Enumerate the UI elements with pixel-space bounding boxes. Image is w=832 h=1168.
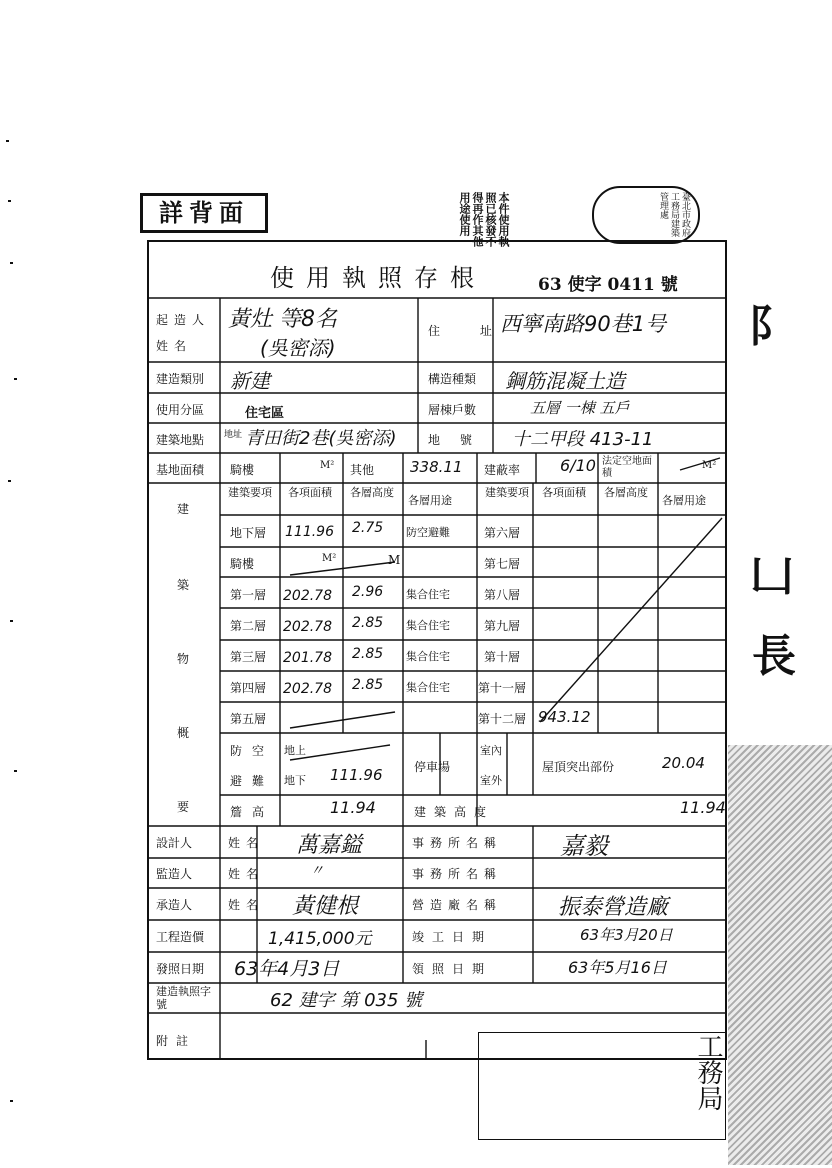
right-row-label: 第十層 <box>484 650 521 664</box>
row-use: 集合住宅 <box>406 681 450 694</box>
row-height: 2.85 <box>352 646 384 662</box>
zone-value: 住宅區 <box>245 406 285 421</box>
coverage-value: 6/10 <box>560 456 596 475</box>
receive-label: 領照日期 <box>412 962 493 976</box>
indoor-label: 室內 <box>480 744 502 757</box>
floors-label: 層棟戶數 <box>428 403 477 417</box>
name-label: 姓名 <box>228 836 265 850</box>
above-label: 地上 <box>284 744 306 757</box>
row-use: 集合住宅 <box>406 588 450 601</box>
finish-date: 63年3月20日 <box>580 926 673 944</box>
row-label: 第三層 <box>230 650 267 664</box>
back-detail-stamp: 詳背面 <box>140 193 268 233</box>
head-area: 各項面積 <box>288 486 332 499</box>
speck <box>10 1100 13 1102</box>
right-row-label: 第八層 <box>484 588 521 602</box>
roof-label: 屋頂突出部份 <box>542 760 615 774</box>
right-row-label: 第九層 <box>484 619 521 633</box>
structure-value: 鋼筋混凝土造 <box>505 369 625 393</box>
issue-date: 63年4月3日 <box>234 958 340 980</box>
row-height: 2.75 <box>352 520 384 536</box>
row-label: 第二層 <box>230 619 267 633</box>
side-char-4: 概 <box>177 726 190 740</box>
row-use: 集合住宅 <box>406 650 450 663</box>
corner-stamp: 工務局 <box>478 1032 726 1140</box>
designer-name: 萬嘉鎰 <box>296 833 363 858</box>
head-use-r: 各層用途 <box>662 494 706 507</box>
right-row-label: 第六層 <box>484 526 521 540</box>
speck <box>14 378 17 380</box>
scan-smudge <box>728 745 832 1165</box>
oval-seal: 臺北市政府工務局建築管理處 <box>592 186 700 244</box>
supervisor-name: 〃 <box>310 863 324 879</box>
head-height-r: 各層高度 <box>604 486 648 499</box>
bleed-glyph: ⻖ <box>748 301 792 352</box>
other-label: 其他 <box>350 463 375 477</box>
builder-address: 西寧南路90巷1号 <box>500 312 667 336</box>
eave-value: 11.94 <box>330 798 376 817</box>
build-permit-value: 62 建字 第 035 號 <box>270 990 423 1011</box>
permit-number: 63 使字 0411 號 <box>538 275 678 295</box>
row-unit: M² <box>322 553 337 564</box>
zone-label: 使用分區 <box>156 403 205 417</box>
building-height-label: 建築高度 <box>414 805 495 819</box>
head-item-r: 建築要項 <box>485 486 529 499</box>
lot-label: 地 號 <box>428 433 480 447</box>
roof-value: 20.04 <box>662 754 705 772</box>
total-area: 943.12 <box>538 708 591 726</box>
row-unit: M <box>388 553 401 567</box>
row-use: 防空避難 <box>406 526 450 539</box>
speck <box>8 480 11 482</box>
outdoor-label: 室外 <box>480 774 502 787</box>
firm-name: 振泰營造廠 <box>558 895 669 920</box>
issue-label: 發照日期 <box>156 962 205 976</box>
structure-label: 構造種類 <box>428 372 477 386</box>
head-area-r: 各項面積 <box>542 486 586 499</box>
builder-name-alt: (吳密添) <box>260 336 336 360</box>
office-label: 事務所名稱 <box>412 867 503 881</box>
row-label: 騎樓 <box>230 557 255 571</box>
supervisor-label: 監造人 <box>156 867 193 881</box>
row-use: 集合住宅 <box>406 619 450 632</box>
arcade-unit: M² <box>320 460 335 471</box>
arcade-label: 騎樓 <box>230 463 255 477</box>
cost-label: 工程造價 <box>156 930 205 944</box>
row-area: 202.78 <box>283 619 332 635</box>
builder-name: 黃灶 等8名 <box>228 307 337 332</box>
lot-value: 十二甲段 413-11 <box>512 429 654 450</box>
side-char-1: 建 <box>177 502 190 516</box>
floors-value: 五層 一棟 五戶 <box>530 399 630 417</box>
row-label: 第五層 <box>230 712 267 726</box>
other-value: 338.11 <box>410 458 463 476</box>
cost-value: 1,415,000元 <box>268 929 372 949</box>
location-value: 青田街2巷(吳密添) <box>245 428 397 449</box>
coverage-label: 建蔽率 <box>484 463 521 477</box>
location-label: 建築地點 <box>156 433 205 447</box>
right-row-label: 第十二層 <box>478 712 527 726</box>
speck <box>8 200 11 202</box>
open-space-label: 法定空地面積 <box>602 456 652 479</box>
speck <box>10 620 13 622</box>
build-permit-label: 建造執照字號 <box>156 985 211 1011</box>
bleed-glyph: ⾧ <box>752 631 796 682</box>
speck <box>6 140 9 142</box>
name-label: 姓名 <box>228 867 265 881</box>
finish-label: 竣工日期 <box>412 930 493 944</box>
row-area: 111.96 <box>285 524 334 540</box>
speck <box>14 770 17 772</box>
head-height: 各層高度 <box>350 486 394 499</box>
side-char-2: 築 <box>177 578 190 592</box>
builder-label: 起造人 姓名 <box>156 313 211 353</box>
shelter-label-2: 避難 <box>230 774 275 788</box>
name-label: 姓名 <box>228 898 265 912</box>
location-sub: 地址 <box>224 430 243 440</box>
row-label: 地下層 <box>230 526 267 540</box>
firm-label: 營造廠名稱 <box>412 898 503 912</box>
head-item: 建築要項 <box>228 486 272 499</box>
building-height-value: 11.94 <box>680 798 726 817</box>
contractor-name: 黃健根 <box>292 894 359 919</box>
shelter-label: 防空 <box>230 744 275 758</box>
form-title: 使用執照存根 <box>270 264 486 292</box>
side-char-5: 要 <box>177 800 190 814</box>
office-name: 嘉毅 <box>560 832 608 860</box>
note-label: 附註 <box>156 1034 197 1048</box>
address-label: 住 址 <box>428 324 510 338</box>
row-area: 201.78 <box>283 650 332 666</box>
type-value: 新建 <box>230 369 270 393</box>
row-height: 2.96 <box>352 584 384 600</box>
right-row-label: 第十一層 <box>478 681 527 695</box>
row-label: 第四層 <box>230 681 267 695</box>
receive-date: 63年5月16日 <box>568 958 667 977</box>
below-value: 111.96 <box>330 766 383 784</box>
site-area-label: 基地面積 <box>156 463 205 477</box>
eave-label: 簷高 <box>230 805 275 819</box>
office-label: 事務所名稱 <box>412 836 503 850</box>
contractor-label: 承造人 <box>156 898 193 912</box>
head-use: 各層用途 <box>408 494 452 507</box>
type-label: 建造類別 <box>156 372 205 386</box>
row-area: 202.78 <box>283 681 332 697</box>
row-area: 202.78 <box>283 588 332 604</box>
designer-label: 設計人 <box>156 836 193 850</box>
right-row-label: 第七層 <box>484 557 521 571</box>
speck <box>10 262 13 264</box>
row-height: 2.85 <box>352 677 384 693</box>
open-space-unit: M² <box>702 460 717 471</box>
notice-stamp: 本件使用執照已核發不得再作其他用途使用 <box>458 192 510 247</box>
row-label: 第一層 <box>230 588 267 602</box>
side-char-3: 物 <box>177 652 190 666</box>
row-height: 2.85 <box>352 615 384 631</box>
below-label: 地下 <box>284 774 306 787</box>
parking-label: 停車場 <box>414 760 451 774</box>
bleed-glyph: ⼐ <box>750 551 794 602</box>
